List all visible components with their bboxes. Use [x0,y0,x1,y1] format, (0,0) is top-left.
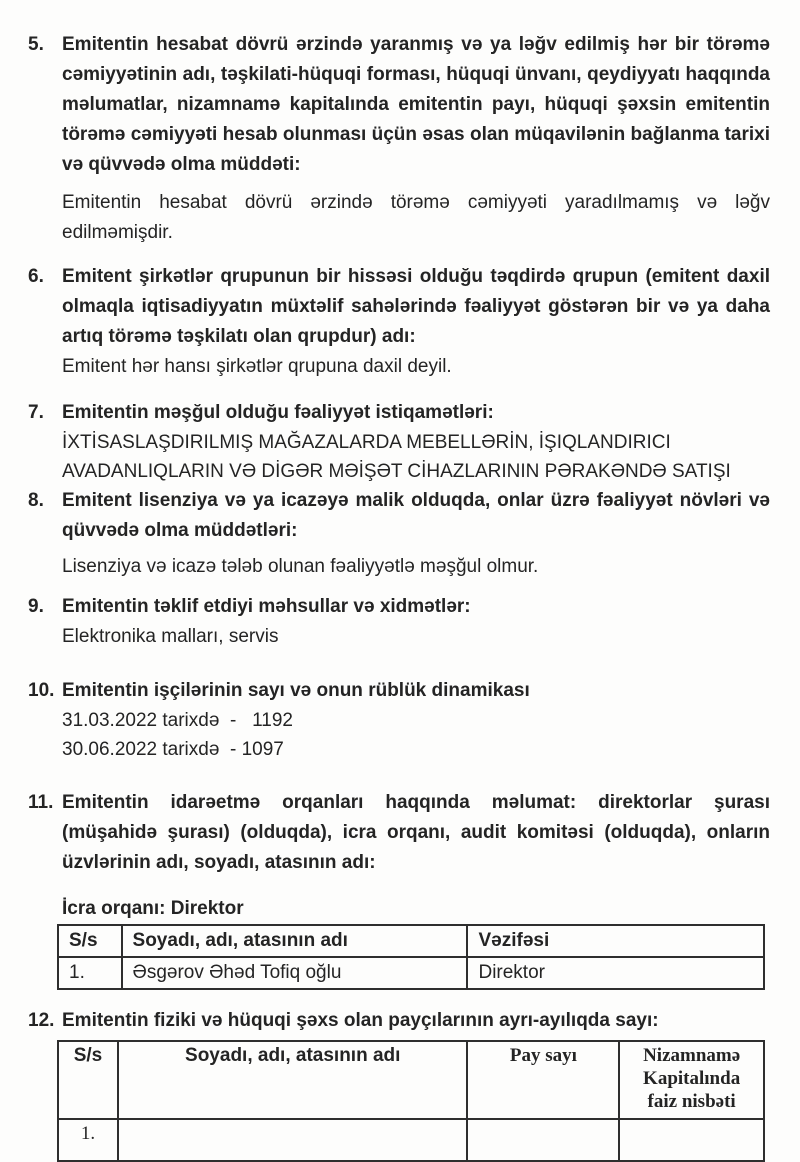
item-heading: Emitent lisenziya və ya icazəyə malik olduqda, onlar üzrə fəaliyyət növləri və qüvvədə olma müddətləri: [62,490,770,541]
section-6 [28,262,770,382]
table-header-cell: Soyadı, adı, atasının adı [122,925,468,957]
item-number: 11. [28,792,54,813]
section-12 [28,1006,770,1162]
item-number: 8. [28,490,44,511]
section-7 [28,398,770,486]
executive-organ-label: İcra orqanı: Direktor [62,898,244,919]
item-heading: Emitentin məşğul olduğu fəaliyyət istiqamətləri: [62,402,494,423]
item-number: 5. [28,34,44,55]
item-heading: Emitentin təklif etdiyi məhsullar və xidmətlər: [62,596,471,617]
section-11 [28,788,770,990]
table-header-cell: Vəzifəsi [467,925,764,957]
table-cell: Əsgərov Əhəd Tofiq oğlu [122,957,468,989]
item-body: Elektronika malları, servis [62,626,279,647]
table-row [58,957,764,989]
table-cell [619,1119,764,1161]
table-header-cell: Soyadı, adı, atasının adı [118,1041,467,1119]
section-5 [28,30,770,248]
item-heading: Emitentin hesabat dövrü ərzində yaranmış və ya ləğv edilmiş hər bir törəmə cəmiyyətinin adı, təşkilati-hüquqi forması, hüquqi ünvanı, qeydiyyatı haqqında məlumatlar, nizamnamə kapitalında emitentin payı, hüquqi şəxsin emitentin törəmə cəmiyyəti hesab olunması üçün əsas olan müqavilənin bağlanma tarixi və qüvvədə olma müddəti: [62,34,770,175]
item-body: Lisenziya və icazə tələb olunan fəaliyyətlə məşğul olmur. [62,556,539,577]
table-header-cell: Pay sayı [467,1041,619,1119]
item-number: 10. [28,680,55,701]
item-number: 12. [28,1010,55,1031]
table-header-cell: S/s [58,925,122,957]
employee-count-line: 31.03.2022 tarixdə - 1192 [62,710,293,731]
employee-count-line: 30.06.2022 tarixdə - 1097 [62,739,284,760]
table-header-row [58,1041,764,1119]
table-cell: 1. [58,957,122,989]
item-number: 6. [28,266,44,287]
item-heading: Emitentin fiziki və hüquqi şəxs olan payçılarının ayrı-ayılıqda sayı: [62,1010,659,1031]
executive-table [57,924,765,990]
table-cell: 1. [58,1119,118,1161]
table-header-row [58,925,764,957]
item-number: 9. [28,596,44,617]
table-header-cell: S/s [58,1041,118,1119]
table-cell [467,1119,619,1161]
section-9 [28,592,770,652]
shareholders-table [57,1040,765,1162]
table-row [58,1119,764,1161]
section-8 [28,486,770,582]
item-number: 7. [28,402,44,423]
item-body: Emitent hər hansı şirkətlər qrupuna daxil deyil. [62,356,452,377]
table-cell [118,1119,467,1161]
item-body: Emitentin hesabat dövrü ərzində törəmə cəmiyyəti yaradılmamış və ləğv edilməmişdir. [62,192,770,243]
table-header-cell: Nizamnamə Kapitalında faiz nisbəti [619,1041,764,1119]
section-10 [28,676,770,764]
item-heading: Emitentin idarəetmə orqanları haqqında məlumat: direktorlar şurası (müşahidə şurası) (olduqda), icra orqanı, audit komitəsi (olduqda), onların üzvlərinin adı, soyadı, atasının adı: [62,792,770,873]
item-body-line: İXTİSASLAŞDIRILMIŞ MAĞAZALARDA MEBELLƏRİN, İŞIQLANDIRICI [62,432,671,453]
table-cell: Direktor [467,957,764,989]
item-body-line: AVADANLIQLARIN VƏ DİGƏR MƏİŞƏT CİHAZLARININ PƏRAKƏNDƏ SATIŞI [62,461,731,482]
item-heading: Emitent şirkətlər qrupunun bir hissəsi olduğu təqdirdə qrupun (emitent daxil olmaqla iqtisadiyyatın müxtəlif sahələrində fəaliyyət göstərən bir və ya daha artıq törəmə təşkilatı olan qrupdur) adı: [62,266,770,347]
item-heading: Emitentin işçilərinin sayı və onun rüblük dinamikası [62,680,530,701]
